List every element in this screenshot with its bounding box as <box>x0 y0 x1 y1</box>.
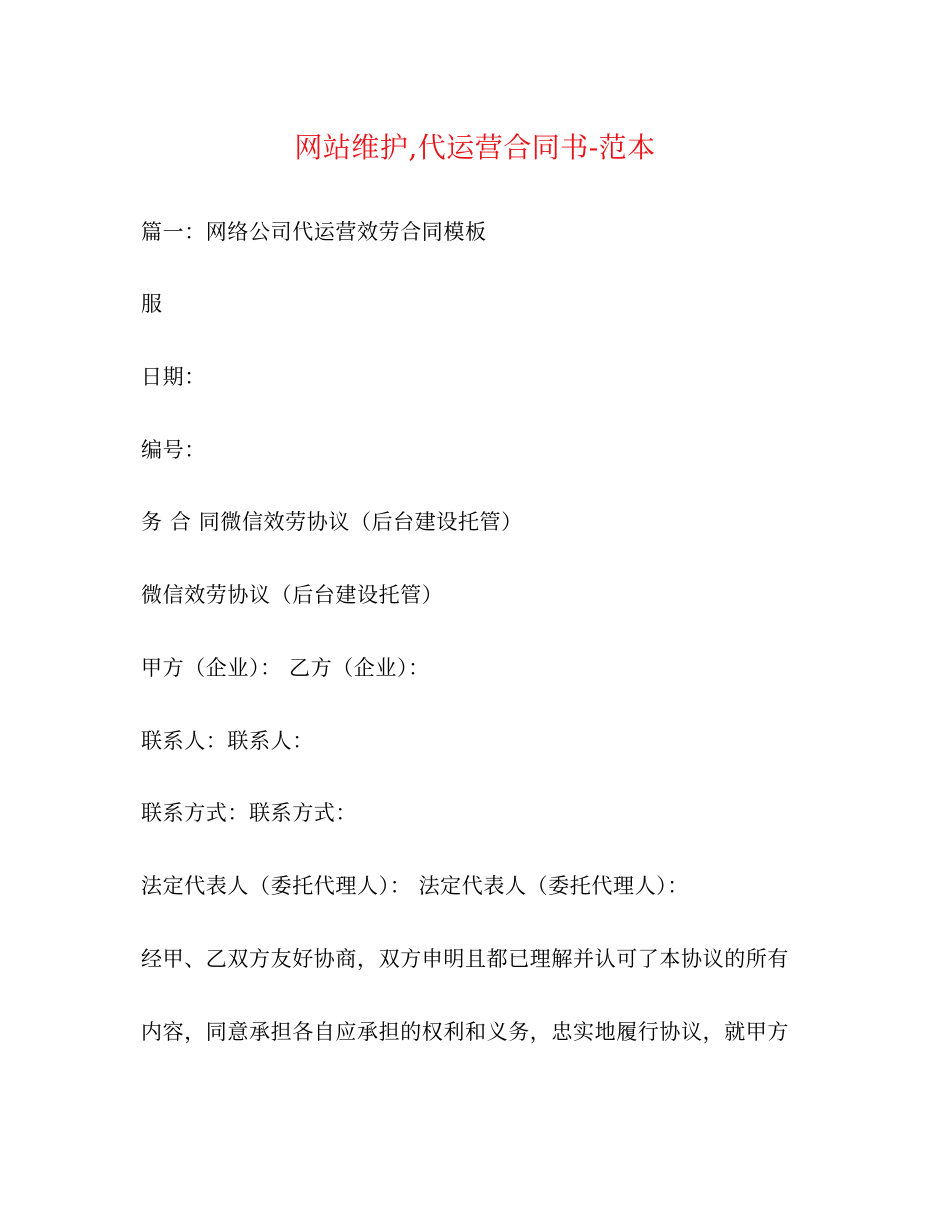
contact-person-line: 联系人：联系人： <box>141 729 314 753</box>
agreement-name: 微信效劳协议（后台建设托管） <box>141 583 444 607</box>
number-label: 编号： <box>141 438 206 462</box>
contact-method-line: 联系方式：联系方式： <box>141 801 357 825</box>
parties-line: 甲方（企业）： 乙方（企业）： <box>141 656 430 680</box>
body-paragraph-line: 经甲、乙双方友好协商，双方申明且都已理解并认可了本协议的所有 <box>141 947 789 971</box>
legal-representative-line: 法定代表人（委托代理人）： 法定代表人（委托代理人）： <box>141 874 689 898</box>
contract-subtitle: 务 合 同微信效劳协议（后台建设托管） <box>141 510 523 534</box>
section-heading: 篇一：网络公司代运营效劳合同模板 <box>141 220 487 244</box>
document-title: 网站维护,代运营合同书-范本 <box>294 131 656 164</box>
body-paragraph-line: 内容，同意承担各自应承担的权利和义务，忠实地履行协议，就甲方 <box>141 1020 789 1044</box>
date-label: 日期： <box>141 365 206 389</box>
text-line-fragment: 服 <box>141 292 163 316</box>
